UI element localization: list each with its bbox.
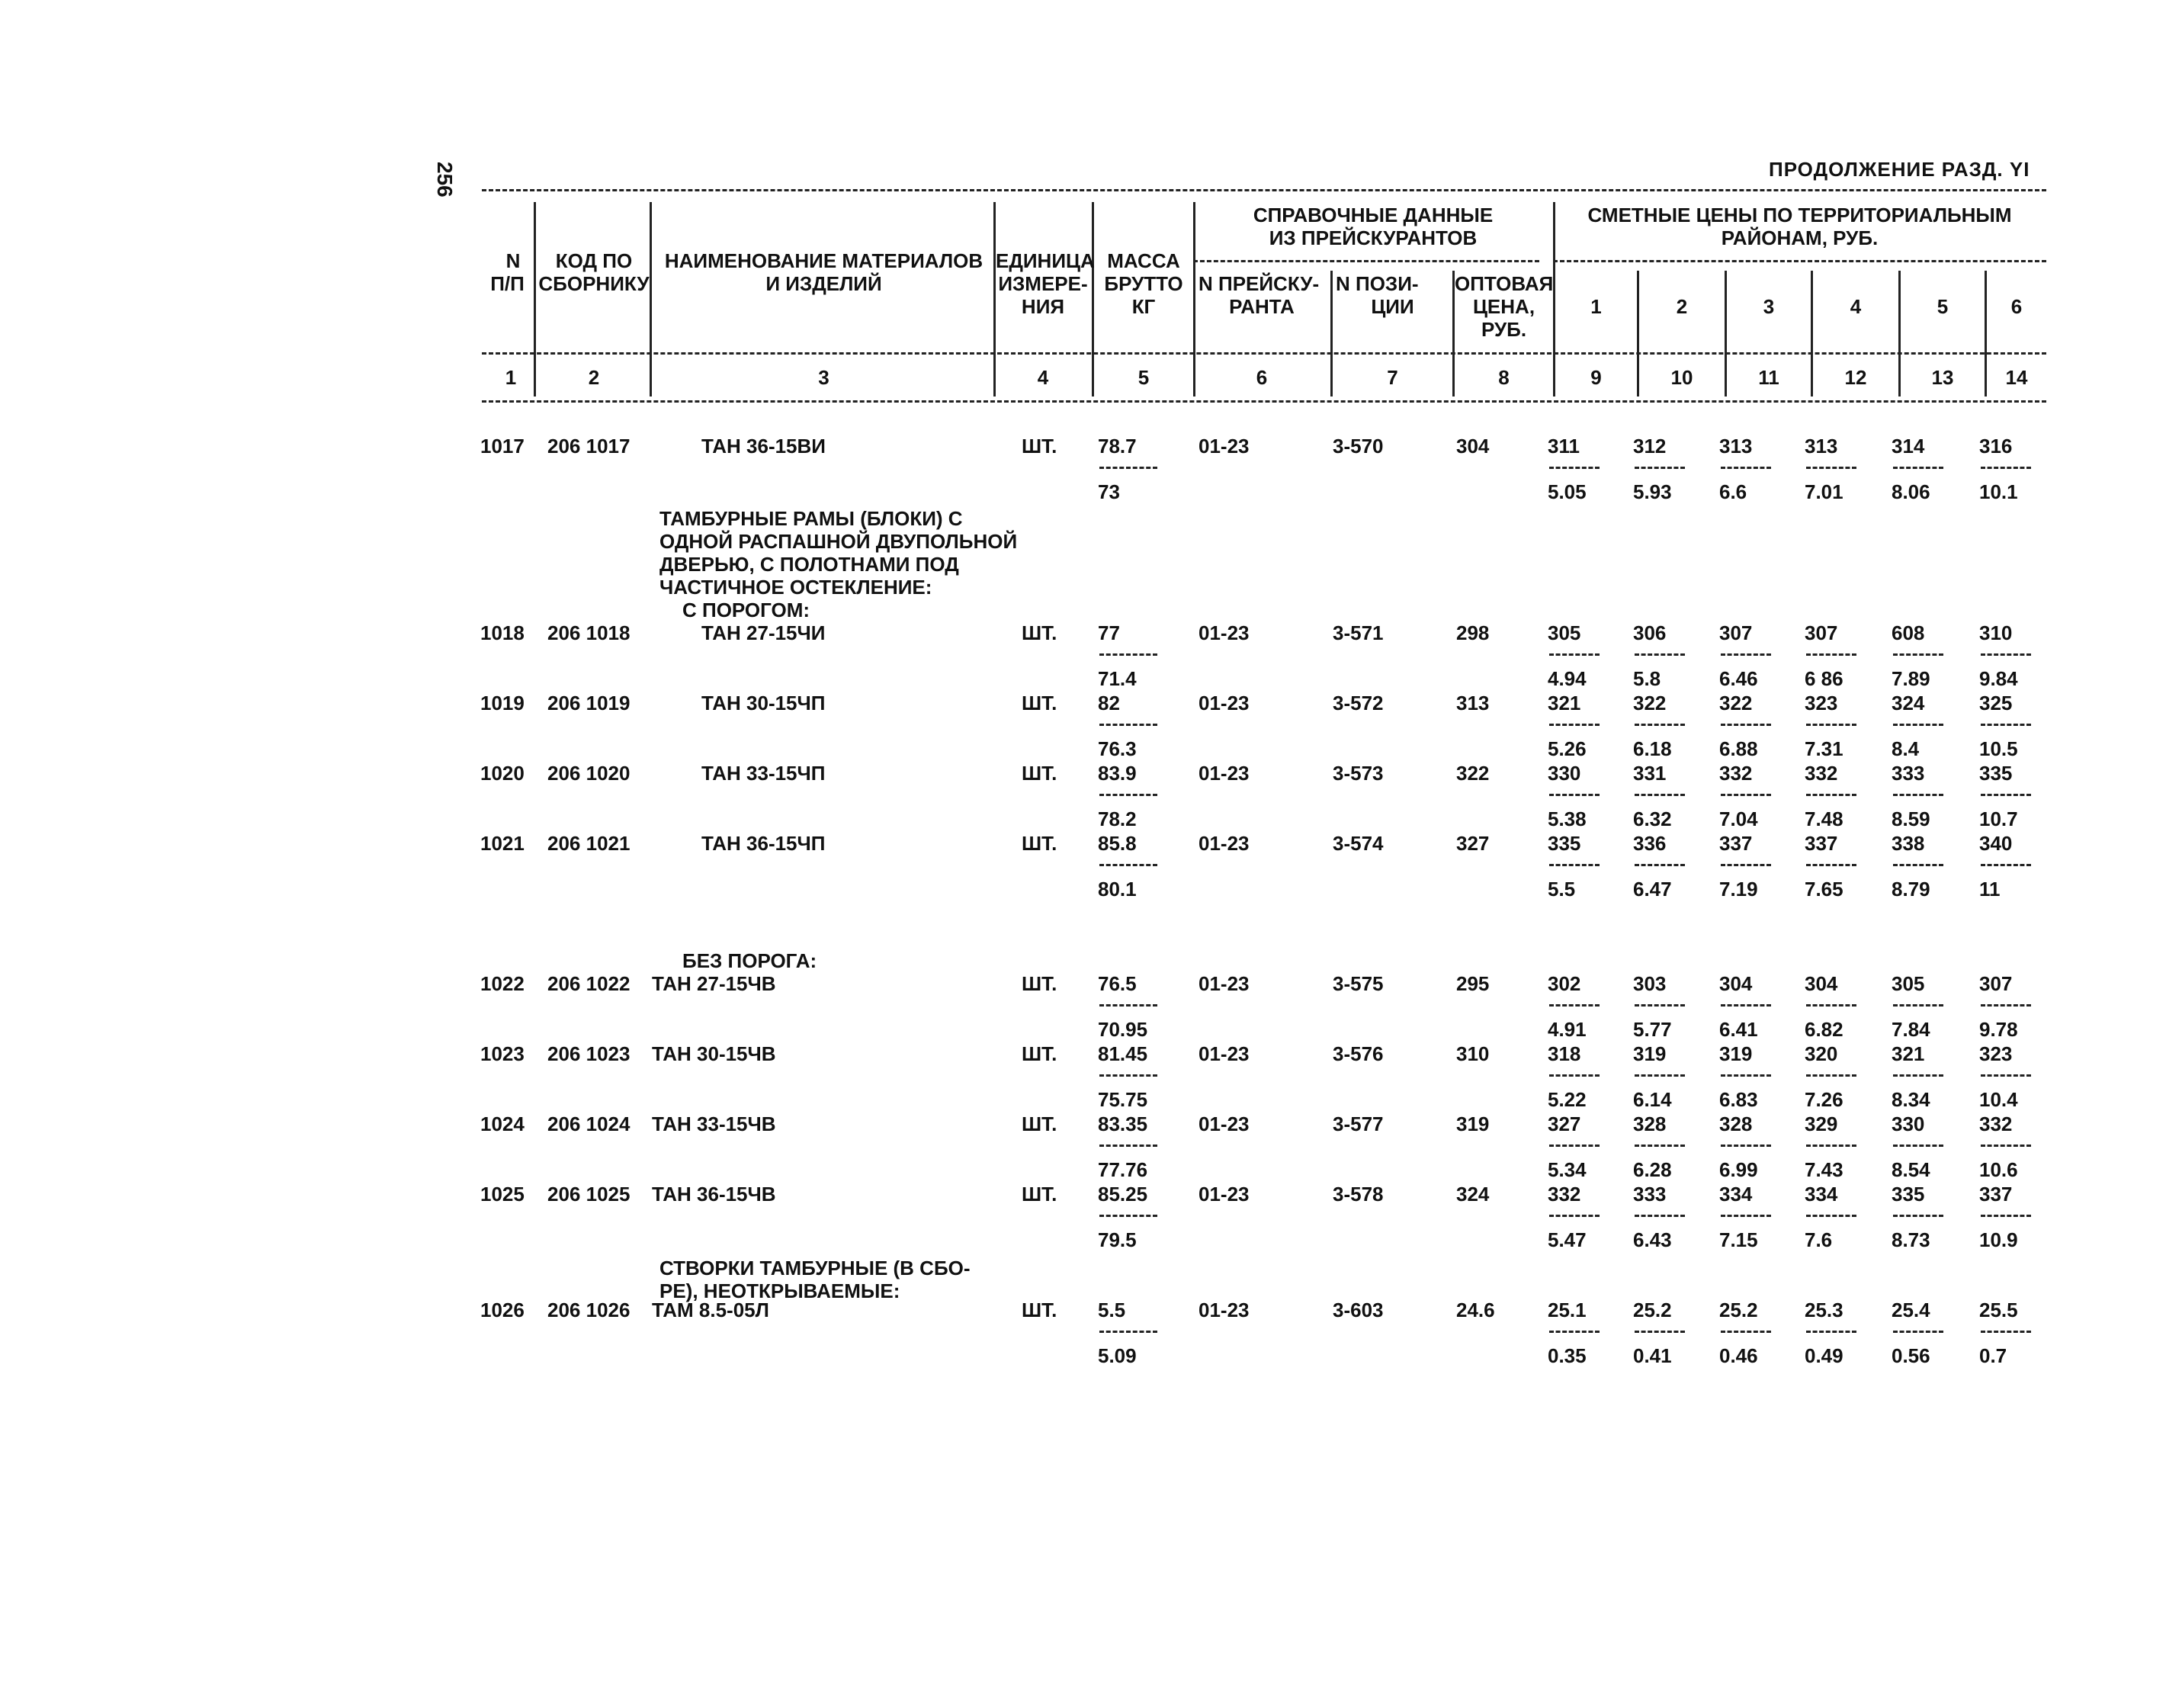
region-delta-2: 5.77 — [1633, 1018, 1672, 1041]
unit: ШТ. — [1022, 1299, 1057, 1321]
item-name: ТАН 33-15ЧП — [701, 762, 826, 785]
colnum-bottom-rule — [482, 400, 2046, 403]
fraction-line — [1099, 1074, 1157, 1077]
region-price-5: 335 — [1892, 1183, 1925, 1206]
region-delta-6: 9.78 — [1979, 1018, 2018, 1041]
region-price-4: 320 — [1805, 1042, 1838, 1065]
region-delta-5: 8.4 — [1892, 737, 1920, 760]
item-number: 1023 — [480, 1042, 525, 1065]
region-price-4: 332 — [1805, 762, 1838, 785]
region-delta-3: 6.88 — [1719, 737, 1758, 760]
region-price-6: 323 — [1979, 1042, 2013, 1065]
mass-gross: 83.35 — [1098, 1112, 1148, 1135]
unit: ШТ. — [1022, 435, 1057, 458]
fraction-line — [1981, 467, 2031, 469]
fraction-line — [1893, 1004, 1943, 1006]
fraction-line — [1893, 653, 1943, 656]
mass-net: 78.2 — [1098, 807, 1137, 830]
region-delta-3: 0.46 — [1719, 1344, 1758, 1367]
catalog-code: 206 1022 — [547, 972, 631, 995]
fraction-line — [1099, 653, 1157, 656]
region-delta-1: 5.34 — [1548, 1158, 1587, 1181]
item-name: ТАН 27-15ЧВ — [652, 972, 776, 995]
position-number: 3-603 — [1333, 1299, 1384, 1321]
fraction-line — [1099, 794, 1157, 796]
fraction-line — [1893, 1215, 1943, 1217]
wholesale-price: 313 — [1456, 692, 1490, 714]
region-price-6: 340 — [1979, 832, 2013, 855]
item-number: 1019 — [480, 692, 525, 714]
region-delta-4: 0.49 — [1805, 1344, 1843, 1367]
region-price-4: 304 — [1805, 972, 1838, 995]
position-number: 3-576 — [1333, 1042, 1384, 1065]
item-name: ТАН 36-15ЧВ — [652, 1183, 776, 1206]
item-name: ТАН 36-15ЧП — [701, 832, 826, 855]
fraction-line — [1721, 1004, 1771, 1006]
wholesale-price: 319 — [1456, 1112, 1490, 1135]
item-name: ТАН 27-15ЧИ — [701, 621, 826, 644]
region-price-6: 325 — [1979, 692, 2013, 714]
fraction-line — [1099, 1145, 1157, 1147]
fraction-line — [1893, 794, 1943, 796]
pricelist-number: 01-23 — [1198, 1183, 1250, 1206]
region-delta-5: 8.34 — [1892, 1088, 1930, 1111]
pricelist-number: 01-23 — [1198, 972, 1250, 995]
fraction-line — [1893, 724, 1943, 726]
fraction-line — [1893, 467, 1943, 469]
region-price-1: 318 — [1548, 1042, 1581, 1065]
region-delta-1: 4.91 — [1548, 1018, 1587, 1041]
position-number: 3-571 — [1333, 621, 1384, 644]
region-delta-2: 6.18 — [1633, 737, 1672, 760]
region-delta-4: 7.43 — [1805, 1158, 1843, 1181]
region-price-6: 316 — [1979, 435, 2013, 458]
region-delta-1: 5.05 — [1548, 480, 1587, 503]
fraction-line — [1549, 1004, 1600, 1006]
item-number: 1025 — [480, 1183, 525, 1206]
region-price-3: 337 — [1719, 832, 1753, 855]
pricelist-number: 01-23 — [1198, 1299, 1250, 1321]
mass-gross: 78.7 — [1098, 435, 1137, 458]
region-delta-3: 6.99 — [1719, 1158, 1758, 1181]
region-price-1: 311 — [1548, 435, 1580, 458]
item-name: ТАМ 8.5-05Л — [652, 1299, 769, 1321]
fraction-line — [1635, 467, 1685, 469]
region-delta-2: 6.14 — [1633, 1088, 1672, 1111]
pricelist-number: 01-23 — [1198, 435, 1250, 458]
fraction-line — [1721, 1331, 1771, 1333]
region-price-5: 305 — [1892, 972, 1925, 995]
region-price-6: 310 — [1979, 621, 2013, 644]
fraction-line — [1981, 1145, 2031, 1147]
region-price-1: 302 — [1548, 972, 1581, 995]
item-name: ТАН 30-15ЧП — [701, 692, 826, 714]
region-delta-4: 7.31 — [1805, 737, 1843, 760]
item-number: 1020 — [480, 762, 525, 785]
region-price-3: 322 — [1719, 692, 1753, 714]
fraction-line — [1806, 653, 1856, 656]
catalog-code: 206 1017 — [547, 435, 631, 458]
fraction-line — [1981, 724, 2031, 726]
wholesale-price: 324 — [1456, 1183, 1490, 1206]
region-price-3: 319 — [1719, 1042, 1753, 1065]
pricelist-number: 01-23 — [1198, 1042, 1250, 1065]
region-delta-4: 6.82 — [1805, 1018, 1843, 1041]
mass-gross: 5.5 — [1098, 1299, 1126, 1321]
region-price-4: 337 — [1805, 832, 1838, 855]
region-price-2: 25.2 — [1633, 1299, 1672, 1321]
region-price-5: 338 — [1892, 832, 1925, 855]
region-delta-4: 7.65 — [1805, 878, 1843, 901]
pricelist-number: 01-23 — [1198, 692, 1250, 714]
catalog-code: 206 1018 — [547, 621, 631, 644]
region-price-4: 334 — [1805, 1183, 1838, 1206]
region-price-5: 25.4 — [1892, 1299, 1930, 1321]
region-delta-2: 6.32 — [1633, 807, 1672, 830]
fraction-line — [1635, 1074, 1685, 1077]
region-price-2: 333 — [1633, 1183, 1667, 1206]
region-delta-3: 7.15 — [1719, 1228, 1758, 1251]
fraction-line — [1806, 467, 1856, 469]
fraction-line — [1635, 1331, 1685, 1333]
header-top-rule — [482, 189, 2046, 191]
position-number: 3-575 — [1333, 972, 1384, 995]
fraction-line — [1099, 467, 1157, 469]
fraction-line — [1806, 864, 1856, 866]
region-price-2: 336 — [1633, 832, 1667, 855]
item-name: ТАН 36-15ВИ — [701, 435, 826, 458]
mass-gross: 77 — [1098, 621, 1120, 644]
fraction-line — [1893, 1074, 1943, 1077]
region-price-4: 329 — [1805, 1112, 1838, 1135]
region-price-5: 314 — [1892, 435, 1925, 458]
fraction-line — [1721, 724, 1771, 726]
region-delta-4: 7.6 — [1805, 1228, 1833, 1251]
fraction-line — [1806, 1145, 1856, 1147]
region-price-1: 335 — [1548, 832, 1581, 855]
region-delta-5: 7.89 — [1892, 667, 1930, 690]
fraction-line — [1721, 1145, 1771, 1147]
wholesale-price: 322 — [1456, 762, 1490, 785]
region-delta-3: 6.46 — [1719, 667, 1758, 690]
fraction-line — [1981, 1215, 2031, 1217]
region-price-2: 331 — [1633, 762, 1667, 785]
region-delta-2: 6.28 — [1633, 1158, 1672, 1181]
fraction-line — [1981, 653, 2031, 656]
region-delta-5: 7.84 — [1892, 1018, 1930, 1041]
mass-net: 70.95 — [1098, 1018, 1148, 1041]
region-price-6: 335 — [1979, 762, 2013, 785]
region-delta-4: 7.48 — [1805, 807, 1843, 830]
section-note-without-threshold: БЕЗ ПОРОГА: — [682, 949, 817, 972]
wholesale-price: 310 — [1456, 1042, 1490, 1065]
fraction-line — [1721, 1215, 1771, 1217]
document-page: 256 ПРОДОЛЖЕНИЕ РАЗД. YI N П/П КОД ПО СБОРНИКУ НАИМЕНОВАНИЕ МАТЕРИАЛОВ И ИЗДЕЛИЙ ЕДИНИЦА ИЗМЕРЕ- НИЯ МАССА БРУТТО КГ СПРАВОЧНЫЕ ДАННЫЕ ИЗ ПРЕЙСКУРАНТОВ N ПРЕЙСКУ- РАНТА N ПОЗИ- ЦИИ ОПТОВАЯ ЦЕНА, РУБ. СМЕТНЫЕ ЦЕНЫ ПО ТЕРРИТОРИАЛЬНЫМ РАЙОНАМ, РУБ. 1 2 3 4 5 6 1 2 3 4 5 6 7 8 9 10 11 12 13 14 ТАМБУРНЫЕ РАМЫ (БЛОКИ) С ОДНОЙ РАСПАШНОЙ ДВУПОЛЬНОЙ ДВЕРЬЮ, С ПОЛОТНАМИ ПОД ЧАСТИЧНОЕ ОСТЕКЛЕНИЕ: С ПОРОГОМ: БЕЗ ПОРОГА: СТВОРКИ ТАМБУРНЫЕ (В СБО- РЕ), НЕОТКРЫВАЕМЫЕ: 1017 206 1017 ТАН 36-15ВИ ШТ. 78.7 73 01-23 3-570 304 311 5.05 312 5.93 313 6.6 313 7.01 314 8.06 316 10.1 1018 206 1018 ТАН 27-15ЧИ ШТ. 77 71.4 01-23 3-571 298 305 4.94 306 5.8 307 6.46 307 6 86 608 7.89 310 9.84 1019 206 1019 ТАН 30-15ЧП ШТ. 82 76.3 01-23 3-572 313 321 5.26 322 6.18 322 6.88 323 7.31 324 8.4 325 10.5 1020 206 1020 ТАН 33-15ЧП ШТ. 83.9 78.2 01-23 3-573 322 330 5.38 331 6.32 332 7.04 332 7.48 333 8.59 335 10.7 1021 206 1021 ТАН 36-15ЧП ШТ. 85.8 80.1 01-23 3-574 327 335 5.5 336 6.47 337 7.19 337 7.65 338 8.79 340 11 1022 206 1022 ТАН 27-15ЧВ ШТ. 76.5 70.95 01-23 3-575 295 302 4.91 303 5.77 304 6.41 304 6.82 305 7.84 307 9.78 1023 206 1023 ТАН 30-15ЧВ ШТ. 81.45 75.75 01-23 3-576 310 318 5.22 319 6.14 319 6.83 320 7.26 321 8.34 323 10.4 1024 206 1024 ТАН 33-15ЧВ ШТ. 83.35 77.76 01-23 3-577 319 327 5.34 328 6.28 328 6.99 329 7.43 330 8.54 332 10.6 1025 206 1025 ТАН 36-15ЧВ ШТ. 85.25 79.5 01-23 3-578 324 332 5.47 333 6.43 334 7.15 334 7.6 335 8.73 337 10.9 1026 206 1026 ТАМ 8.5-05Л ШТ. 5.5 5.09 01-23 3-603 24.6 25.1 0.35 25.2 0.41 25.2 0.46 25.3 0.49 25.4 0.56 25.5 0.7 — [0, 0, 2182, 1708]
region-price-5: 330 — [1892, 1112, 1925, 1135]
region-delta-6: 9.84 — [1979, 667, 2018, 690]
region-delta-6: 10.6 — [1979, 1158, 2018, 1181]
region-delta-1: 5.38 — [1548, 807, 1587, 830]
fraction-line — [1721, 1074, 1771, 1077]
region-price-3: 307 — [1719, 621, 1753, 644]
fraction-line — [1721, 864, 1771, 866]
fraction-line — [1549, 1215, 1600, 1217]
mass-net: 71.4 — [1098, 667, 1137, 690]
header-mid-rule-ref — [1193, 260, 1539, 262]
fraction-line — [1099, 1004, 1157, 1006]
region-delta-2: 6.47 — [1633, 878, 1672, 901]
fraction-line — [1721, 653, 1771, 656]
item-name: ТАН 33-15ЧВ — [652, 1112, 776, 1135]
mass-net: 79.5 — [1098, 1228, 1137, 1251]
mass-gross: 76.5 — [1098, 972, 1137, 995]
mass-net: 5.09 — [1098, 1344, 1137, 1367]
catalog-code: 206 1019 — [547, 692, 631, 714]
region-delta-3: 7.19 — [1719, 878, 1758, 901]
fraction-line — [1635, 794, 1685, 796]
wholesale-price: 295 — [1456, 972, 1490, 995]
unit: ШТ. — [1022, 692, 1057, 714]
item-number: 1018 — [480, 621, 525, 644]
region-price-2: 319 — [1633, 1042, 1667, 1065]
pricelist-number: 01-23 — [1198, 832, 1250, 855]
unit: ШТ. — [1022, 621, 1057, 644]
fraction-line — [1549, 864, 1600, 866]
region-delta-5: 0.56 — [1892, 1344, 1930, 1367]
fraction-line — [1635, 724, 1685, 726]
wholesale-price: 298 — [1456, 621, 1490, 644]
region-price-3: 25.2 — [1719, 1299, 1758, 1321]
mass-gross: 83.9 — [1098, 762, 1137, 785]
region-delta-1: 5.22 — [1548, 1088, 1587, 1111]
fraction-line — [1806, 1004, 1856, 1006]
region-delta-5: 8.73 — [1892, 1228, 1930, 1251]
fraction-line — [1099, 1215, 1157, 1217]
mass-gross: 82 — [1098, 692, 1120, 714]
item-number: 1024 — [480, 1112, 525, 1135]
fraction-line — [1099, 864, 1157, 866]
region-price-3: 332 — [1719, 762, 1753, 785]
region-delta-2: 5.93 — [1633, 480, 1672, 503]
region-price-6: 307 — [1979, 972, 2013, 995]
catalog-code: 206 1021 — [547, 832, 631, 855]
fraction-line — [1549, 467, 1600, 469]
unit: ШТ. — [1022, 972, 1057, 995]
fraction-line — [1099, 724, 1157, 726]
fraction-line — [1549, 794, 1600, 796]
wholesale-price: 304 — [1456, 435, 1490, 458]
fraction-line — [1099, 1331, 1157, 1333]
fraction-line — [1806, 724, 1856, 726]
item-number: 1017 — [480, 435, 525, 458]
wholesale-price: 24.6 — [1456, 1299, 1495, 1321]
fraction-line — [1806, 1074, 1856, 1077]
mass-net: 75.75 — [1098, 1088, 1148, 1111]
region-delta-6: 10.9 — [1979, 1228, 2018, 1251]
region-price-2: 306 — [1633, 621, 1667, 644]
fraction-line — [1635, 1004, 1685, 1006]
fraction-line — [1981, 1004, 2031, 1006]
region-delta-6: 0.7 — [1979, 1344, 2007, 1367]
catalog-code: 206 1024 — [547, 1112, 631, 1135]
pricelist-number: 01-23 — [1198, 621, 1250, 644]
fraction-line — [1893, 864, 1943, 866]
region-delta-3: 6.41 — [1719, 1018, 1758, 1041]
region-price-1: 332 — [1548, 1183, 1581, 1206]
position-number: 3-573 — [1333, 762, 1384, 785]
fraction-line — [1635, 1145, 1685, 1147]
continuation-title: ПРОДОЛЖЕНИЕ РАЗД. YI — [1769, 158, 2030, 181]
fraction-line — [1893, 1145, 1943, 1147]
item-number: 1021 — [480, 832, 525, 855]
region-price-6: 332 — [1979, 1112, 2013, 1135]
region-price-1: 321 — [1548, 692, 1581, 714]
catalog-code: 206 1023 — [547, 1042, 631, 1065]
fraction-line — [1893, 1331, 1943, 1333]
mass-net: 76.3 — [1098, 737, 1137, 760]
fraction-line — [1981, 794, 2031, 796]
region-delta-1: 4.94 — [1548, 667, 1587, 690]
region-delta-1: 5.47 — [1548, 1228, 1587, 1251]
region-price-3: 334 — [1719, 1183, 1753, 1206]
section-note-with-threshold: С ПОРОГОМ: — [682, 599, 810, 621]
region-price-1: 330 — [1548, 762, 1581, 785]
unit: ШТ. — [1022, 1112, 1057, 1135]
header-mid-rule-prices — [1553, 260, 2046, 262]
fraction-line — [1806, 1331, 1856, 1333]
region-price-5: 324 — [1892, 692, 1925, 714]
region-delta-4: 7.01 — [1805, 480, 1843, 503]
region-delta-6: 11 — [1979, 878, 2001, 901]
fraction-line — [1549, 1074, 1600, 1077]
fraction-line — [1981, 864, 2031, 866]
fraction-line — [1981, 1331, 2031, 1333]
catalog-code: 206 1025 — [547, 1183, 631, 1206]
fraction-line — [1721, 467, 1771, 469]
region-price-6: 337 — [1979, 1183, 2013, 1206]
region-price-5: 608 — [1892, 621, 1925, 644]
position-number: 3-577 — [1333, 1112, 1384, 1135]
fraction-line — [1635, 864, 1685, 866]
pricelist-number: 01-23 — [1198, 762, 1250, 785]
fraction-line — [1549, 653, 1600, 656]
region-price-2: 312 — [1633, 435, 1667, 458]
region-delta-6: 10.7 — [1979, 807, 2018, 830]
item-number: 1026 — [480, 1299, 525, 1321]
region-delta-6: 10.5 — [1979, 737, 2018, 760]
mass-gross: 81.45 — [1098, 1042, 1148, 1065]
catalog-code: 206 1020 — [547, 762, 631, 785]
unit: ШТ. — [1022, 1042, 1057, 1065]
mass-gross: 85.8 — [1098, 832, 1137, 855]
region-delta-1: 5.5 — [1548, 878, 1576, 901]
position-number: 3-572 — [1333, 692, 1384, 714]
fraction-line — [1635, 1215, 1685, 1217]
item-name: ТАН 30-15ЧВ — [652, 1042, 776, 1065]
region-delta-2: 6.43 — [1633, 1228, 1672, 1251]
fraction-line — [1549, 1331, 1600, 1333]
item-number: 1022 — [480, 972, 525, 995]
wholesale-price: 327 — [1456, 832, 1490, 855]
region-price-5: 321 — [1892, 1042, 1925, 1065]
mass-net: 73 — [1098, 480, 1120, 503]
region-delta-4: 7.26 — [1805, 1088, 1843, 1111]
region-delta-6: 10.1 — [1979, 480, 2018, 503]
region-price-5: 333 — [1892, 762, 1925, 785]
region-price-4: 323 — [1805, 692, 1838, 714]
fraction-line — [1549, 724, 1600, 726]
region-delta-1: 5.26 — [1548, 737, 1587, 760]
region-delta-4: 6 86 — [1805, 667, 1843, 690]
region-price-2: 328 — [1633, 1112, 1667, 1135]
fraction-line — [1635, 653, 1685, 656]
region-delta-5: 8.59 — [1892, 807, 1930, 830]
unit: ШТ. — [1022, 1183, 1057, 1206]
region-price-4: 307 — [1805, 621, 1838, 644]
region-delta-3: 7.04 — [1719, 807, 1758, 830]
region-delta-5: 8.54 — [1892, 1158, 1930, 1181]
unit: ШТ. — [1022, 832, 1057, 855]
region-price-1: 327 — [1548, 1112, 1581, 1135]
region-delta-3: 6.6 — [1719, 480, 1747, 503]
fraction-line — [1721, 794, 1771, 796]
region-delta-2: 5.8 — [1633, 667, 1661, 690]
region-price-2: 322 — [1633, 692, 1667, 714]
position-number: 3-570 — [1333, 435, 1384, 458]
region-price-3: 304 — [1719, 972, 1753, 995]
mass-net: 80.1 — [1098, 878, 1137, 901]
fraction-line — [1806, 1215, 1856, 1217]
region-price-3: 328 — [1719, 1112, 1753, 1135]
fraction-line — [1981, 1074, 2031, 1077]
unit: ШТ. — [1022, 762, 1057, 785]
mass-net: 77.76 — [1098, 1158, 1148, 1181]
region-price-6: 25.5 — [1979, 1299, 2018, 1321]
region-price-4: 25.3 — [1805, 1299, 1843, 1321]
region-price-3: 313 — [1719, 435, 1753, 458]
region-delta-5: 8.06 — [1892, 480, 1930, 503]
region-delta-6: 10.4 — [1979, 1088, 2018, 1111]
region-delta-2: 0.41 — [1633, 1344, 1672, 1367]
page-number: 256 — [433, 162, 457, 197]
region-delta-5: 8.79 — [1892, 878, 1930, 901]
region-price-4: 313 — [1805, 435, 1838, 458]
position-number: 3-578 — [1333, 1183, 1384, 1206]
fraction-line — [1549, 1145, 1600, 1147]
region-price-1: 305 — [1548, 621, 1581, 644]
mass-gross: 85.25 — [1098, 1183, 1148, 1206]
region-price-1: 25.1 — [1548, 1299, 1587, 1321]
region-delta-1: 0.35 — [1548, 1344, 1587, 1367]
region-delta-3: 6.83 — [1719, 1088, 1758, 1111]
region-price-2: 303 — [1633, 972, 1667, 995]
position-number: 3-574 — [1333, 832, 1384, 855]
pricelist-number: 01-23 — [1198, 1112, 1250, 1135]
catalog-code: 206 1026 — [547, 1299, 631, 1321]
fraction-line — [1806, 794, 1856, 796]
